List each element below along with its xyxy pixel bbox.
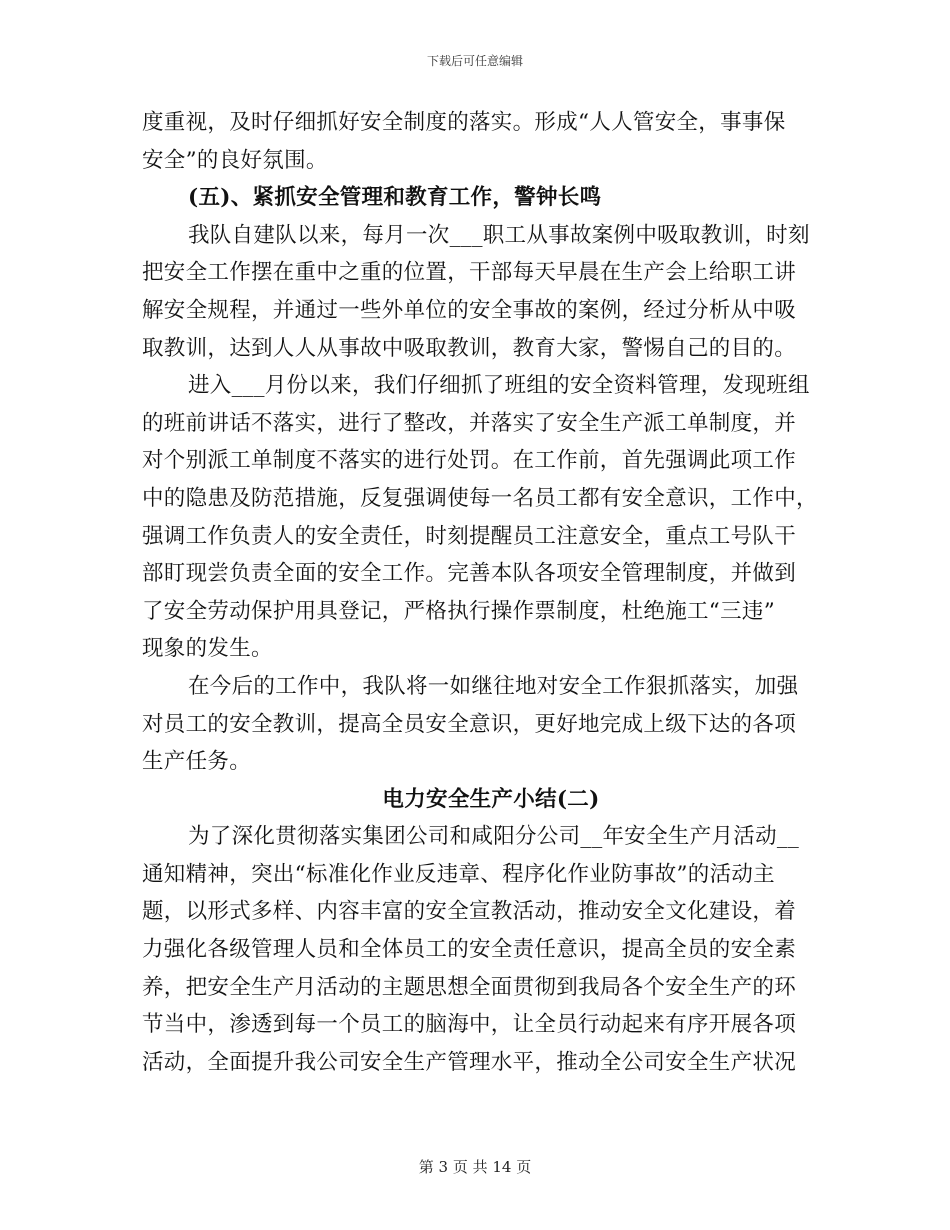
body-line: 把安全工作摆在重中之重的位置，干部每天早晨在生产会上给职工讲 <box>142 260 797 286</box>
body-line: 解安全规程，并通过一些外单位的安全事故的案例，经过分析从中吸 <box>142 297 797 323</box>
body-line: 的班前讲话不落实，进行了整改，并落实了安全生产派工单制度，并 <box>142 410 797 436</box>
paragraph-start-line: 在今后的工作中，我队将一如继往地对安全工作狠抓落实，加强 <box>188 673 799 699</box>
body-line: 对员工的安全教训，提高全员安全意识，更好地完成上级下达的各项 <box>142 711 797 737</box>
body-line: 强调工作负责人的安全责任，时刻提醒员工注意安全，重点工号队干 <box>142 523 797 549</box>
body-line: 取教训，达到人人从事故中吸取教训，教育大家，警惕自己的目的。 <box>142 335 797 361</box>
paragraph-start-line: 进入___月份以来，我们仔细抓了班组的安全资料管理，发现班组 <box>188 373 810 399</box>
body-line: 部盯现尝负责全面的安全工作。完善本队各项安全管理制度，并做到 <box>142 561 797 587</box>
body-line: 了安全劳动保护用具登记，严格执行操作票制度，杜绝施工“三违” <box>142 598 775 624</box>
paragraph-start-line: 为了深化贯彻落实集团公司和咸阳分公司__年安全生产月活动__ <box>188 824 800 850</box>
paragraph-start-line: 我队自建队以来，每月一次___职工从事故案例中吸取教训，时刻 <box>188 222 810 248</box>
body-line: 对个别派工单制度不落实的进行处罚。在工作前，首先强调此项工作 <box>142 448 797 474</box>
page-header-note: 下载后可任意编辑 <box>426 54 523 68</box>
body-line: 通知精神，突出“标准化作业反违章、程序化作业防事故”的活动主 <box>142 861 775 887</box>
body-line: 力强化各级管理人员和全体员工的安全责任意识，提高全员的安全素 <box>142 937 797 963</box>
section-heading: (五)、紧抓安全管理和教育工作，警钟长鸣 <box>188 185 602 211</box>
body-line: 生产任务。 <box>142 749 252 775</box>
body-line: 度重视，及时仔细抓好安全制度的落实。形成“人人管安全，事事保 <box>142 110 786 135</box>
body-line: 安全”的良好氛围。 <box>142 147 328 173</box>
body-line: 活动，全面提升我公司安全生产管理水平，推动全公司安全生产状况 <box>142 1049 797 1075</box>
page-number: 第 3 页 共 14 页 <box>418 1158 532 1176</box>
article-title: 电力安全生产小结(二) <box>382 786 600 812</box>
body-line: 养，把安全生产月活动的主题思想全面贯彻到我局各个安全生产的环 <box>142 974 797 1000</box>
body-line: 题，以形式多样、内容丰富的安全宣教活动，推动安全文化建设，着 <box>142 899 797 925</box>
document-body <box>142 104 818 1081</box>
body-line: 中的隐患及防范措施，反复强调使每一名员工都有安全意识，工作中， <box>142 485 818 511</box>
body-line: 现象的发生。 <box>142 636 273 662</box>
body-line: 节当中，渗透到每一个员工的脑海中，让全员行动起来有序开展各项 <box>142 1012 797 1038</box>
